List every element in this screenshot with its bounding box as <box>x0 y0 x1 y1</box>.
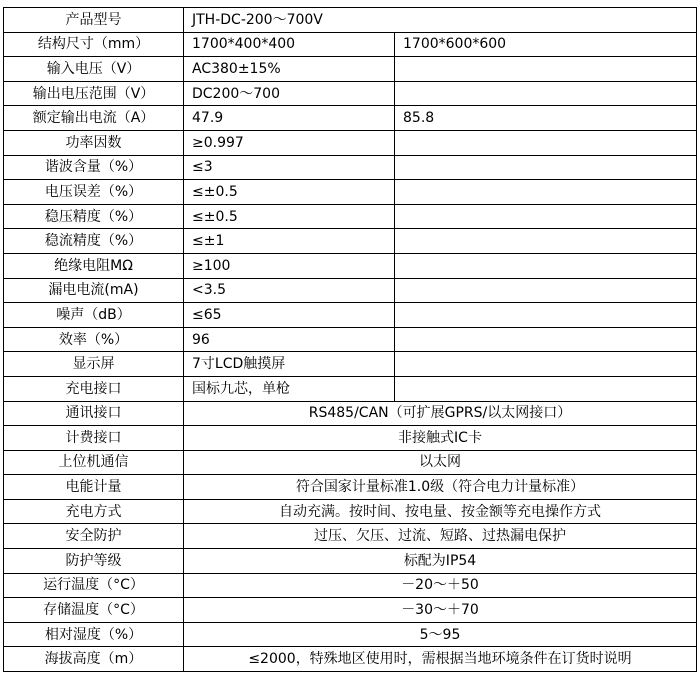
row-value-alt <box>395 155 697 180</box>
row-label: 功率因数 <box>4 130 184 155</box>
table-row <box>4 647 697 672</box>
table-row <box>4 549 697 574</box>
table-row <box>4 352 697 377</box>
row-value-alt: 1700*600*600 <box>395 32 697 57</box>
row-label: 存储温度（°C） <box>4 598 184 623</box>
table-row <box>4 106 697 131</box>
table-row <box>4 622 697 647</box>
table-row <box>4 278 697 303</box>
row-value: 符合国家计量标准1.0级（符合电力计量标准） <box>184 475 697 500</box>
row-value-alt <box>395 303 697 328</box>
row-label: 上位机通信 <box>4 450 184 475</box>
row-label: 结构尺寸（mm） <box>4 32 184 57</box>
row-label: 通讯接口 <box>4 401 184 426</box>
row-value: 标配为IP54 <box>184 549 697 574</box>
row-value: <3.5 <box>184 278 395 303</box>
table-row <box>4 426 697 451</box>
row-value: ≤±0.5 <box>184 180 395 205</box>
row-value-alt <box>395 352 697 377</box>
row-label: 安全防护 <box>4 524 184 549</box>
row-label: 充电接口 <box>4 376 184 401</box>
row-value: 96 <box>184 327 395 352</box>
row-label: 稳压精度（%） <box>4 204 184 229</box>
row-value: ≤±1 <box>184 229 395 254</box>
row-value: 5～95 <box>184 622 697 647</box>
row-value-alt <box>395 180 697 205</box>
row-value-alt: 85.8 <box>395 106 697 131</box>
row-label: 海拔高度（m） <box>4 647 184 672</box>
row-label: 电压误差（%） <box>4 180 184 205</box>
row-value-alt <box>395 130 697 155</box>
table-row <box>4 8 697 33</box>
table-row <box>4 573 697 598</box>
row-value: ≥100 <box>184 253 395 278</box>
table-row <box>4 499 697 524</box>
row-label: 效率（%） <box>4 327 184 352</box>
table-row <box>4 524 697 549</box>
table-row <box>4 32 697 57</box>
row-value-alt <box>395 204 697 229</box>
row-value: DC200～700 <box>184 81 395 106</box>
row-value: －30～＋70 <box>184 598 697 623</box>
row-label: 漏电电流(mA) <box>4 278 184 303</box>
table-row <box>4 130 697 155</box>
row-label: 充电方式 <box>4 499 184 524</box>
table-row <box>4 401 697 426</box>
table-row <box>4 204 697 229</box>
table-row <box>4 376 697 401</box>
row-label: 显示屏 <box>4 352 184 377</box>
row-label: 计费接口 <box>4 426 184 451</box>
row-value: 国标九芯，单枪 <box>184 376 395 401</box>
row-value: ≥0.997 <box>184 130 395 155</box>
row-value: RS485/CAN（可扩展GPRS/以太网接口） <box>184 401 697 426</box>
row-value-alt <box>395 327 697 352</box>
row-value-alt <box>395 253 697 278</box>
table-row <box>4 475 697 500</box>
row-value: 过压、欠压、过流、短路、过热漏电保护 <box>184 524 697 549</box>
row-value: ≤2000，特殊地区使用时，需根据当地环境条件在订货时说明 <box>184 647 697 672</box>
row-value-alt <box>395 376 697 401</box>
row-label: 额定输出电流（A） <box>4 106 184 131</box>
table-row <box>4 57 697 82</box>
table-row <box>4 598 697 623</box>
spec-table-body <box>4 8 697 672</box>
row-label: 输出电压范围（V） <box>4 81 184 106</box>
table-row <box>4 180 697 205</box>
row-label: 相对湿度（%） <box>4 622 184 647</box>
row-label: 产品型号 <box>4 8 184 33</box>
row-value-alt <box>395 278 697 303</box>
row-label: 噪声（dB） <box>4 303 184 328</box>
row-value: AC380±15% <box>184 57 395 82</box>
row-label: 电能计量 <box>4 475 184 500</box>
row-value-alt <box>395 57 697 82</box>
table-row <box>4 303 697 328</box>
row-label: 运行温度（°C） <box>4 573 184 598</box>
row-value: ≤3 <box>184 155 395 180</box>
table-row <box>4 81 697 106</box>
row-label: 谐波含量（%） <box>4 155 184 180</box>
row-value: 7寸LCD触摸屏 <box>184 352 395 377</box>
row-value: 1700*400*400 <box>184 32 395 57</box>
table-row <box>4 229 697 254</box>
row-value: 自动充满。按时间、按电量、按金额等充电操作方式 <box>184 499 697 524</box>
table-row <box>4 253 697 278</box>
row-value: 非接触式IC卡 <box>184 426 697 451</box>
table-row <box>4 450 697 475</box>
row-value: JTH-DC-200～700V <box>184 8 697 33</box>
row-label: 稳流精度（%） <box>4 229 184 254</box>
row-value: ≤65 <box>184 303 395 328</box>
row-value: 47.9 <box>184 106 395 131</box>
row-label: 绝缘电阻MΩ <box>4 253 184 278</box>
row-label: 输入电压（V） <box>4 57 184 82</box>
row-value: 以太网 <box>184 450 697 475</box>
row-value-alt <box>395 81 697 106</box>
spec-table <box>3 7 697 672</box>
table-row <box>4 155 697 180</box>
table-row <box>4 327 697 352</box>
row-value: －20～＋50 <box>184 573 697 598</box>
row-value: ≤±0.5 <box>184 204 395 229</box>
row-label: 防护等级 <box>4 549 184 574</box>
row-value-alt <box>395 229 697 254</box>
